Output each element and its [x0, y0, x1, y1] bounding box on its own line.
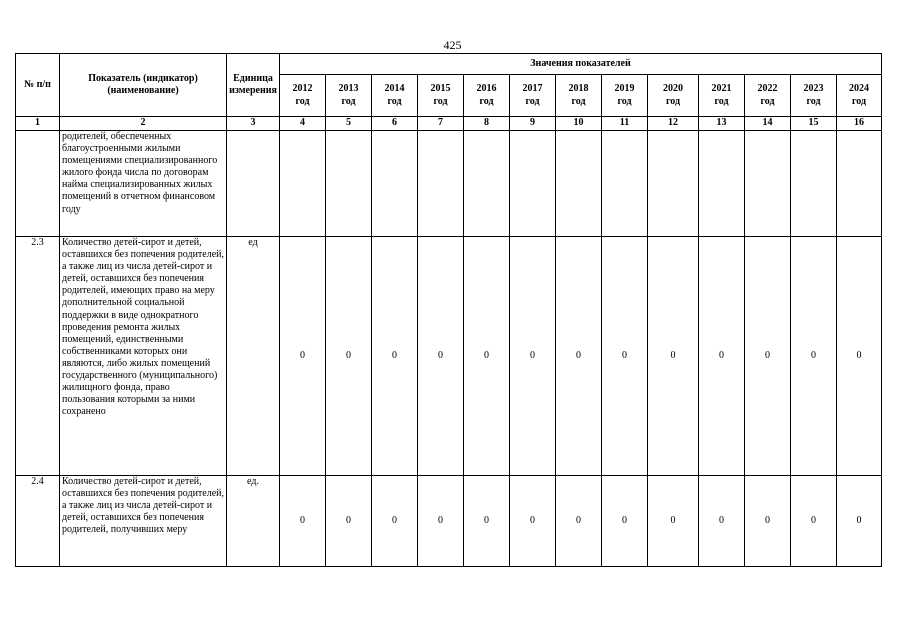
column-number: 14: [745, 117, 791, 131]
header-year-unit: год: [341, 95, 356, 107]
indicator-name: Количество детей-сирот и детей, оставшихся без попечения родителей, а также лиц из числа детей-сирот и детей, оставшихся без попечения родителей, имеющих право на меру дополнительной социальной поддержки в виде однократного проведения ремонта жилых помещений, единственными собственниками которых они являются, либо жилых помещений государственного (муниципального) жилищного фонда, право пользования которыми за ними сохранено: [60, 237, 227, 476]
column-number: 1: [16, 117, 60, 131]
header-year-2017: [510, 75, 556, 117]
value-cell: [280, 131, 326, 237]
value-cell: 0: [648, 237, 699, 476]
header-year-2021: [699, 75, 745, 117]
header-year-2015: [418, 75, 464, 117]
unit: [227, 131, 280, 237]
header-year-unit: год: [525, 95, 540, 107]
header-year-unit: год: [806, 95, 821, 107]
value-cell: 0: [745, 237, 791, 476]
value-cell: 0: [837, 476, 882, 567]
indicator-name: родителей, обеспеченных благоустроенными жилыми помещениями специализированного жилого фонда числа по договорам найма специализированных жилых помещений в отчетном финансовом году: [60, 131, 227, 237]
value-cell: 0: [418, 237, 464, 476]
value-cell: 0: [556, 476, 602, 567]
header-year-value: 2024: [849, 83, 870, 95]
value-cell: [464, 131, 510, 237]
header-year-unit: год: [295, 95, 310, 107]
header-indicator: Показатель (индикатор) (наименование): [60, 54, 227, 117]
header-year-2022: [745, 75, 791, 117]
value-cell: [648, 131, 699, 237]
column-number: 8: [464, 117, 510, 131]
header-year-value: 2019: [614, 83, 635, 95]
header-year-2012: [280, 75, 326, 117]
header-num: № п/п: [16, 54, 60, 117]
header-year-value: 2022: [757, 83, 778, 95]
header-year-value: 2017: [522, 83, 543, 95]
value-cell: [837, 131, 882, 237]
column-number: 3: [227, 117, 280, 131]
value-cell: [556, 131, 602, 237]
header-year-value: 2016: [476, 83, 497, 95]
value-cell: [418, 131, 464, 237]
value-cell: 0: [791, 476, 837, 567]
row-number: [16, 131, 60, 237]
header-year-2018: [556, 75, 602, 117]
column-number: 4: [280, 117, 326, 131]
column-number: 10: [556, 117, 602, 131]
row-number: 2.4: [16, 476, 60, 567]
header-year-value: 2013: [338, 83, 359, 95]
header-year-2019: [602, 75, 648, 117]
header-year-value: 2021: [711, 83, 732, 95]
header-year-value: 2018: [568, 83, 589, 95]
value-cell: 0: [280, 237, 326, 476]
column-numbers-row: [16, 117, 882, 131]
value-cell: 0: [602, 237, 648, 476]
value-cell: 0: [326, 476, 372, 567]
header-year-value: 2012: [292, 83, 313, 95]
value-cell: [372, 131, 418, 237]
header-year-2023: [791, 75, 837, 117]
table-row: [16, 476, 882, 567]
value-cell: [510, 131, 556, 237]
value-cell: 0: [510, 476, 556, 567]
value-cell: 0: [280, 476, 326, 567]
value-cell: [699, 131, 745, 237]
column-number: 11: [602, 117, 648, 131]
column-number: 12: [648, 117, 699, 131]
column-number: 7: [418, 117, 464, 131]
row-number: 2.3: [16, 237, 60, 476]
header-year-unit: год: [387, 95, 402, 107]
value-cell: 0: [418, 476, 464, 567]
header-year-value: 2014: [384, 83, 405, 95]
column-number: 2: [60, 117, 227, 131]
value-cell: 0: [745, 476, 791, 567]
indicator-name: Количество детей-сирот и детей, оставшихся без попечения родителей, а также лиц из числа детей-сирот и детей, оставшихся без попечения родителей, получивших меру: [60, 476, 227, 567]
value-cell: 0: [602, 476, 648, 567]
unit: ед: [227, 237, 280, 476]
page-number: 425: [443, 38, 462, 52]
header-year-2014: [372, 75, 418, 117]
header-year-2024: [837, 75, 882, 117]
value-cell: 0: [464, 237, 510, 476]
header-year-2013: [326, 75, 372, 117]
value-cell: [745, 131, 791, 237]
table-row: [16, 237, 882, 476]
value-cell: 0: [837, 237, 882, 476]
column-number: 5: [326, 117, 372, 131]
value-cell: [326, 131, 372, 237]
value-cell: 0: [372, 237, 418, 476]
header-year-unit: год: [714, 95, 729, 107]
value-cell: 0: [699, 476, 745, 567]
column-number: 6: [372, 117, 418, 131]
value-cell: 0: [464, 476, 510, 567]
column-number: 13: [699, 117, 745, 131]
unit: ед.: [227, 476, 280, 567]
header-year-value: 2020: [663, 83, 683, 95]
header-year-unit: год: [571, 95, 586, 107]
value-cell: 0: [648, 476, 699, 567]
header-year-unit: год: [760, 95, 775, 107]
header-year-value: 2015: [430, 83, 451, 95]
value-cell: 0: [326, 237, 372, 476]
header-year-unit: год: [479, 95, 494, 107]
header-year-2020: [648, 75, 699, 117]
value-cell: [602, 131, 648, 237]
column-number: 9: [510, 117, 556, 131]
header-unit: Единица измерения: [227, 54, 280, 117]
table-row: [16, 131, 882, 237]
value-cell: 0: [791, 237, 837, 476]
header-year-unit: год: [851, 95, 867, 107]
header-year-unit: год: [433, 95, 448, 107]
header-year-unit: год: [665, 95, 681, 107]
header-year-unit: год: [617, 95, 632, 107]
indicators-table: [15, 53, 882, 567]
header-values-title: Значения показателей: [280, 54, 882, 75]
value-cell: 0: [372, 476, 418, 567]
value-cell: 0: [510, 237, 556, 476]
column-number: 16: [837, 117, 882, 131]
value-cell: 0: [699, 237, 745, 476]
header-year-value: 2023: [803, 83, 824, 95]
column-number: 15: [791, 117, 837, 131]
value-cell: 0: [556, 237, 602, 476]
header-year-2016: [464, 75, 510, 117]
value-cell: [791, 131, 837, 237]
